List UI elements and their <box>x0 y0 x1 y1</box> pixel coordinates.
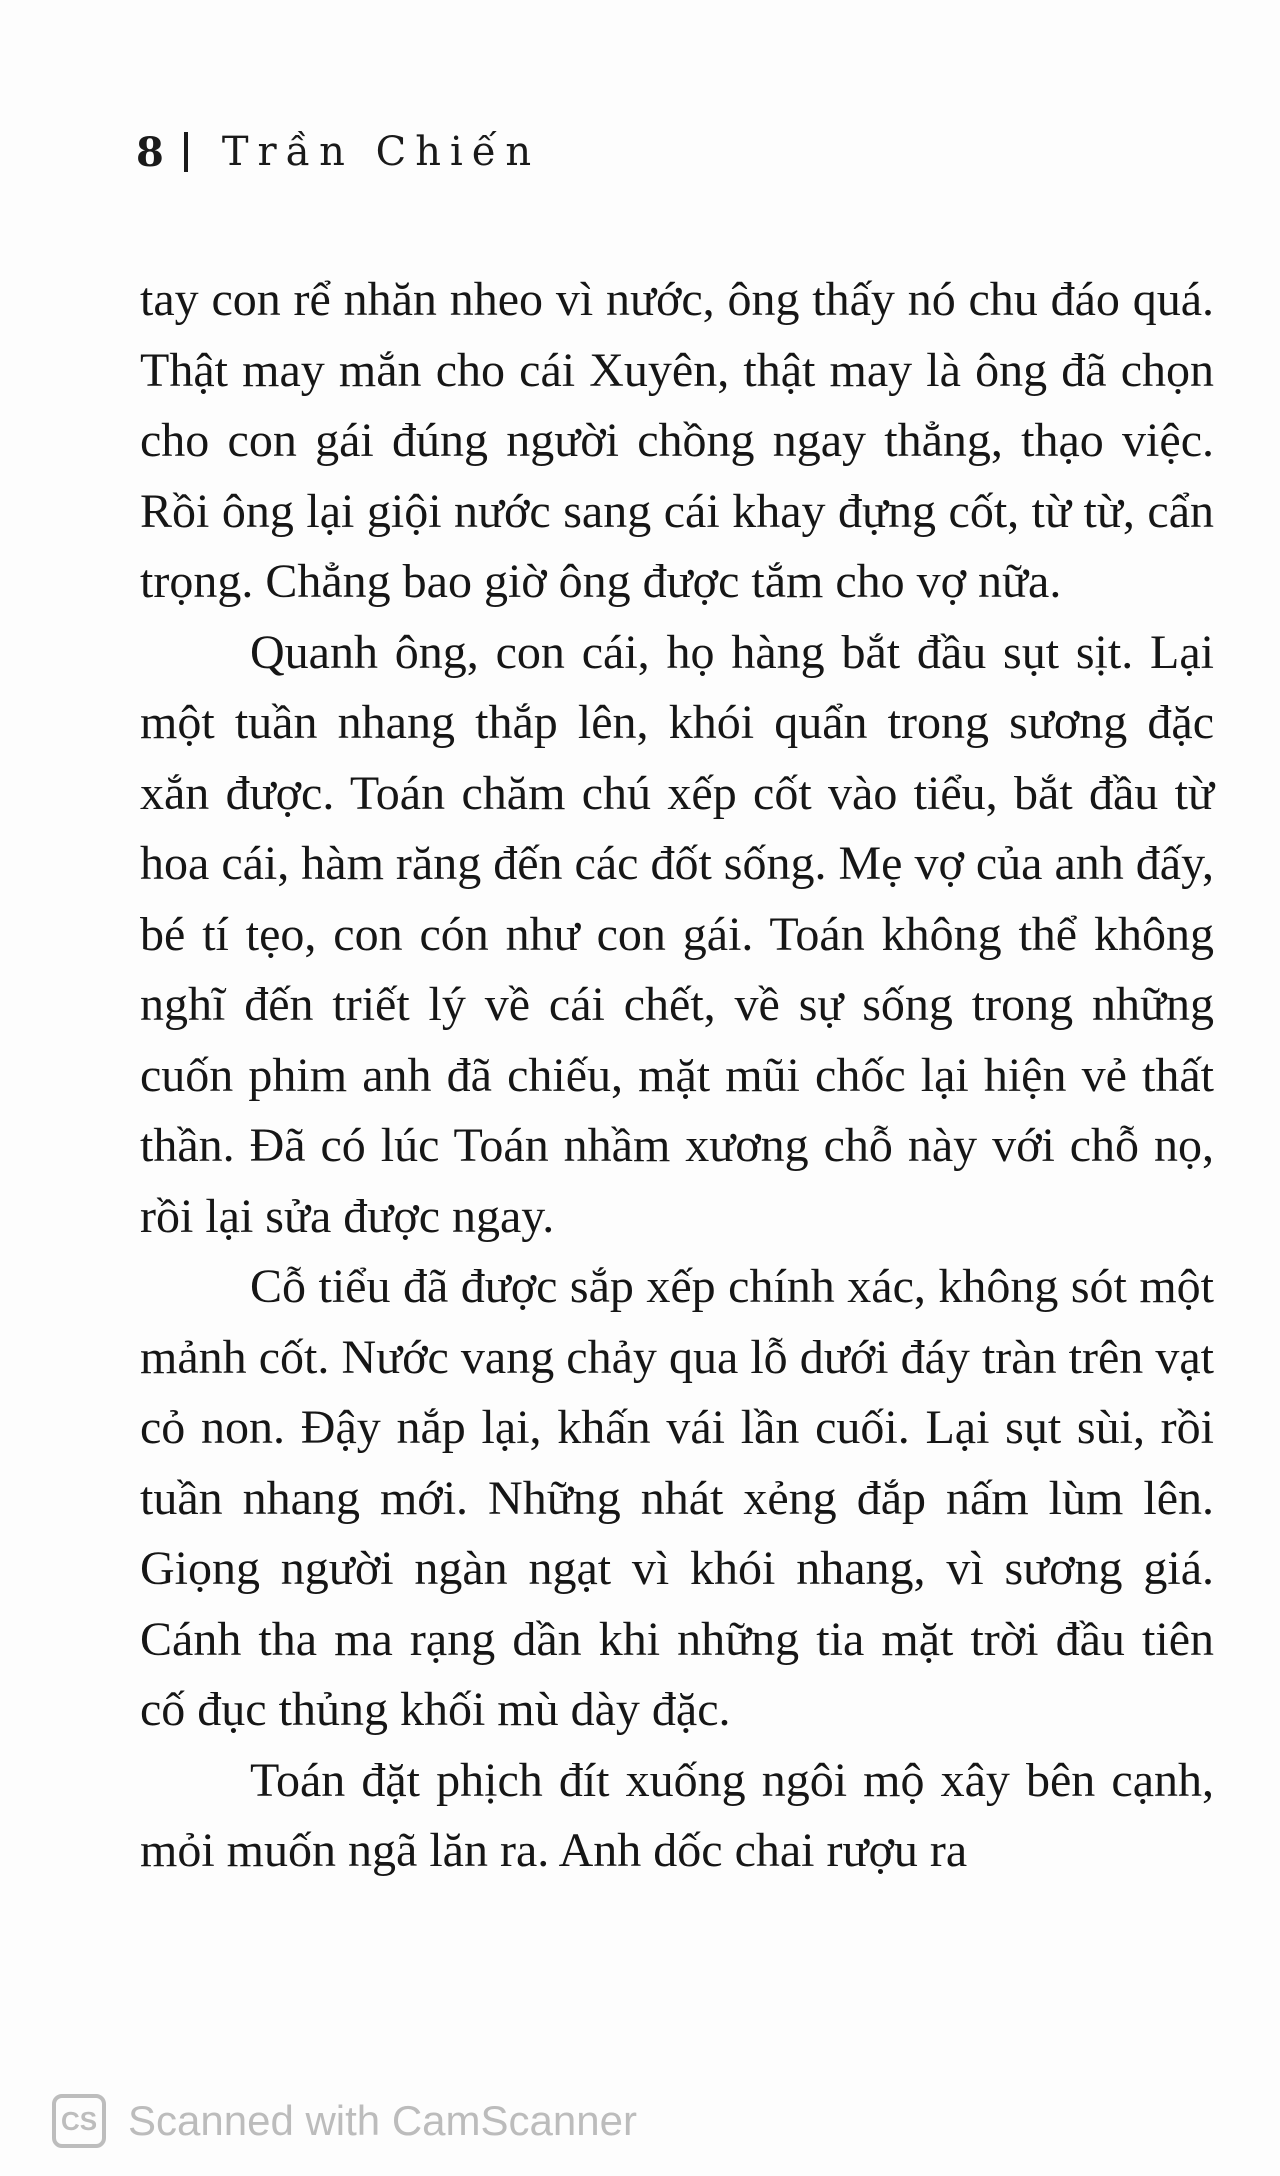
running-head <box>136 122 540 182</box>
paragraph: Toán đặt phịch đít xuống ngôi mộ xây bên cạnh, mỏi muốn ngã lăn ra. Anh dốc chai rượu ra <box>140 1753 1214 1877</box>
watermark-text: Scanned with CamScanner <box>128 2097 637 2144</box>
paragraph: tay con rể nhăn nheo vì nước, ông thấy nó chu đáo quá. Thật may mắn cho cái Xuyên, thật may là ông đã chọn cho con gái đúng người chồng ngay thẳng, thạo việc. Rồi ông lại giội nước sang cái khay đựng cốt, từ từ, cẩn trọng. Chẳng bao giờ ông được tắm cho vợ nữa. <box>140 273 1214 608</box>
camscanner-logo-icon: CS <box>52 2094 106 2148</box>
body-text <box>140 265 1214 1887</box>
page-number: 8 <box>136 128 164 176</box>
paragraph: Cỗ tiểu đã được sắp xếp chính xác, không sót một mảnh cốt. Nước vang chảy qua lỗ dưới đáy tràn trên vạt cỏ non. Đậy nắp lại, khấn vái lần cuối. Lại sụt sùi, rồi tuần nhang mới. Những nhát xẻng đắp nấm lùm lên. Giọng người ngàn ngạt vì khói nhang, vì sương giá. Cánh tha ma rạng dần khi những tia mặt trời đầu tiên cố đục thủng khối mù dày đặc. <box>140 1260 1214 1736</box>
camscanner-watermark <box>52 2094 637 2148</box>
paragraph: Quanh ông, con cái, họ hàng bắt đầu sụt sịt. Lại một tuần nhang thắp lên, khói quẩn trong sương đặc xắn được. Toán chăm chú xếp cốt vào tiểu, bắt đầu từ hoa cái, hàm răng đến các đốt sống. Mẹ vợ của anh đấy, bé tí tẹo, con cón như con gái. Toán không thể không nghĩ đến triết lý về cái chết, về sự sống trong những cuốn phim anh đã chiếu, mặt mũi chốc lại hiện vẻ thất thần. Đã có lúc Toán nhầm xương chỗ này với chỗ nọ, rồi lại sửa được ngay. <box>140 625 1214 1243</box>
header-separator <box>184 132 188 172</box>
author-name: Trần Chiến <box>221 129 541 175</box>
